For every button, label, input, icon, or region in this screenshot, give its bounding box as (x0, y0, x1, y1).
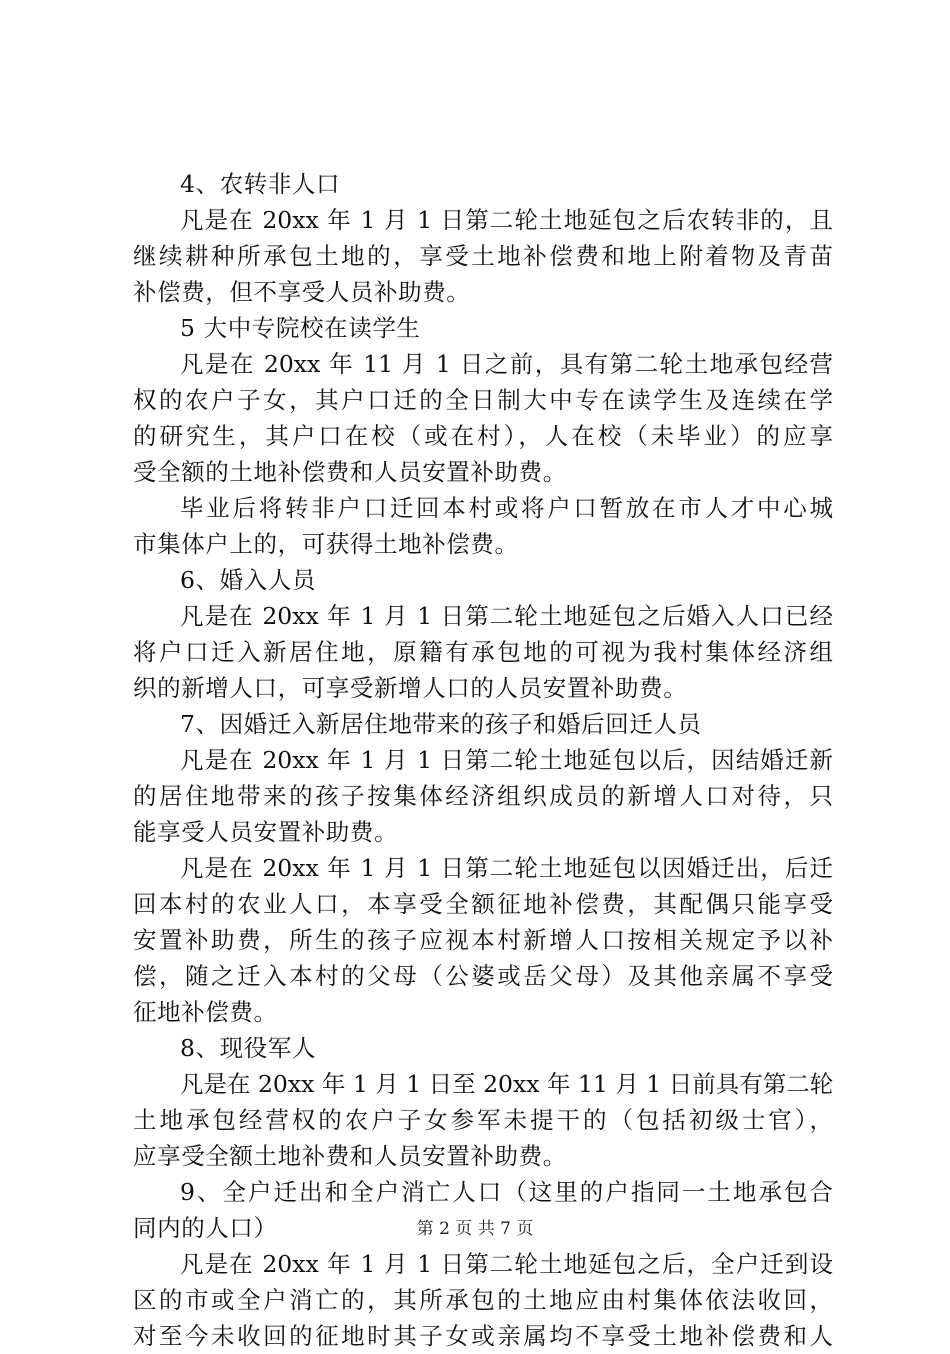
text-line: 将户口迁入新居住地，原籍有承包地的可视为我村集体经济组 (133, 638, 833, 666)
text-line: 凡是在 20xx 年 1 月 1 日第二轮土地延包以后，因结婚迁新 (180, 746, 833, 774)
text-line: 区的市或全户消亡的，其所承包的土地应由村集体依法收回， (133, 1286, 833, 1314)
text-line: 土地承包经营权的农户子女参军未提干的（包括初级士官）， (133, 1106, 833, 1134)
text-line: 偿，随之迁入本村的父母（公婆或岳父母）及其他亲属不享受 (133, 962, 833, 990)
text-line: 9、全户迁出和全户消亡人口（这里的户指同一土地承包合 (180, 1178, 833, 1206)
text-line: 凡是在 20xx 年 1 月 1 日第二轮土地延包之后婚入人口已经 (180, 602, 833, 630)
text-line: 的研究生，其户口在校（或在村），人在校（未毕业）的应享 (133, 422, 833, 450)
text-line: 织的新增人口，可享受新增人口的人员安置补助费。 (133, 674, 688, 702)
text-line: 7、因婚迁入新居住地带来的孩子和婚后回迁人员 (180, 710, 702, 738)
text-line: 凡是在 20xx 年 11 月 1 日之前，具有第二轮土地承包经营 (180, 350, 833, 378)
text-line: 凡是在 20xx 年 1 月 1 日第二轮土地延包之后，全户迁到设 (180, 1250, 833, 1278)
text-line: 安置补助费，所生的孩子应视本村新增人口按相关规定予以补 (133, 926, 833, 954)
text-line: 能享受人员安置补助费。 (133, 818, 399, 846)
text-line: 毕业后将转非户口迁回本村或将户口暂放在市人才中心城 (180, 494, 833, 522)
text-line: 市集体户上的，可获得土地补偿费。 (133, 530, 519, 558)
text-line: 权的农户子女，其户口迁的全日制大中专在读学生及连续在学 (133, 386, 833, 414)
text-line: 继续耕种所承包土地的，享受土地补偿费和地上附着物及青苗 (133, 242, 833, 270)
text-line: 同内的人口） (133, 1214, 278, 1242)
text-line: 受全额的土地补偿费和人员安置补助费。 (133, 458, 567, 486)
text-line: 凡是在 20xx 年 1 月 1 日第二轮土地延包之后农转非的，且 (180, 206, 833, 234)
text-line: 4、农转非人口 (180, 170, 341, 198)
document-body (133, 166, 833, 1354)
text-line: 应享受全额土地补费和人员安置补助费。 (133, 1142, 567, 1170)
text-line: 凡是在 20xx 年 1 月 1 日至 20xx 年 11 月 1 日前具有第二轮 (180, 1070, 834, 1098)
text-line: 5 大中专院校在读学生 (180, 314, 421, 342)
text-line: 征地补偿费。 (133, 998, 278, 1026)
text-line: 8、现役军人 (180, 1034, 317, 1062)
text-line: 的居住地带来的孩子按集体经济组织成员的新增人口对待，只 (133, 782, 833, 810)
text-line: 对至今未收回的征地时其子女或亲属均不享受土地补偿费和人 (133, 1322, 833, 1350)
page-footer: 第 2 页 共 7 页 (416, 1219, 534, 1239)
text-line: 补偿费，但不享受人员补助费。 (133, 278, 471, 306)
text-line: 6、婚入人员 (180, 566, 317, 594)
text-line: 凡是在 20xx 年 1 月 1 日第二轮土地延包以因婚迁出，后迁 (180, 854, 833, 882)
text-line: 回本村的农业人口，本享受全额征地补偿费，其配偶只能享受 (133, 890, 833, 918)
